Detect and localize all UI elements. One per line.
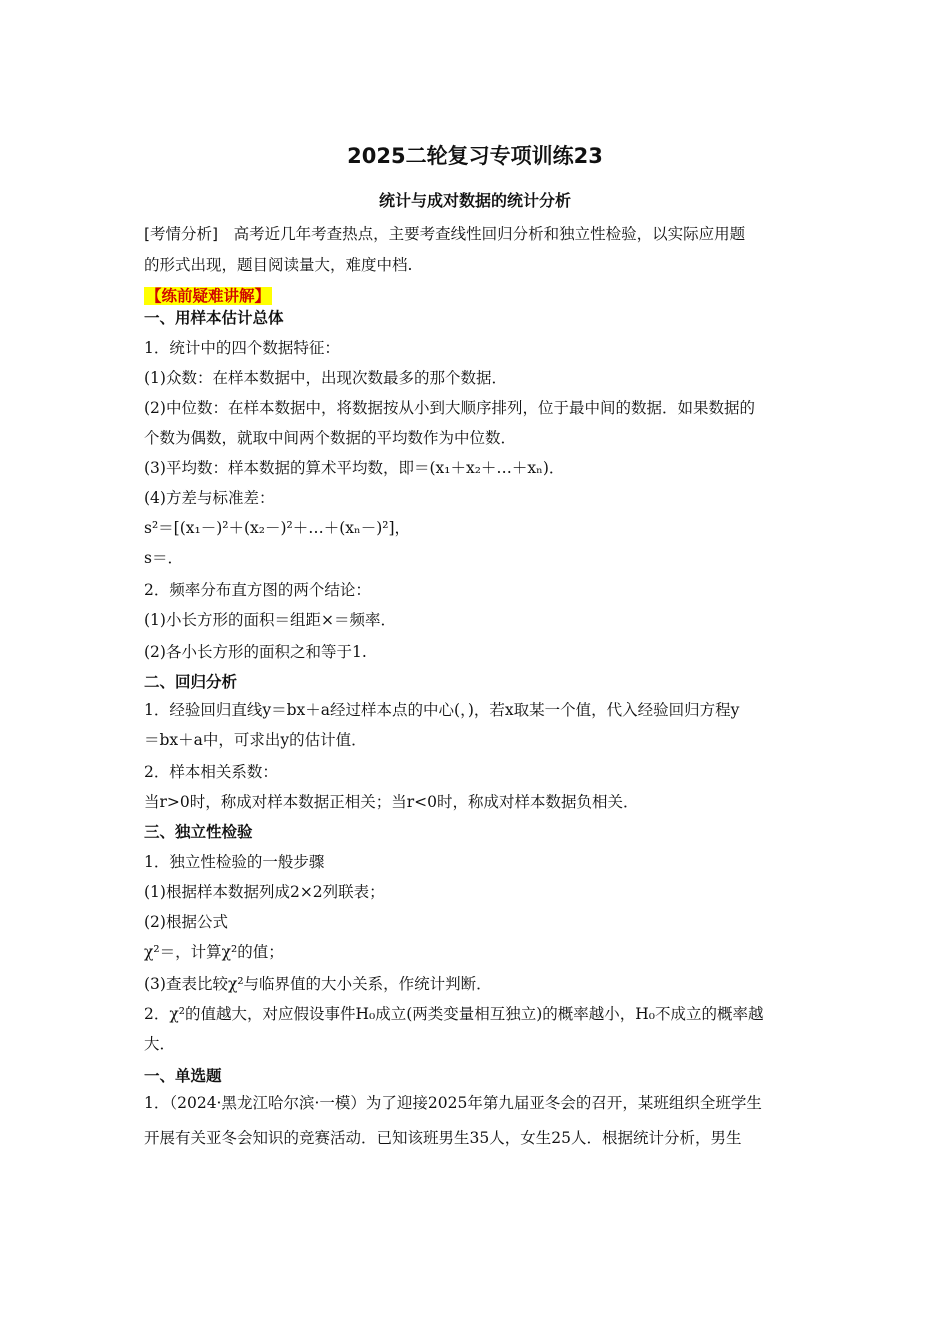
- text-line: (1)小长方形的面积＝组距×＝频率．: [144, 611, 396, 629]
- text-line: (3)平均数：样本数据的算术平均数，即＝(x₁＋x₂＋…＋xₙ)．: [144, 459, 565, 477]
- text-line: (1)众数：在样本数据中，出现次数最多的那个数据．: [144, 369, 507, 387]
- intro-text-1: 高考近几年考查热点，主要考查线性回归分析和独立性检验，以实际应用题: [218, 225, 746, 243]
- text-line: 2．样本相关系数：: [144, 763, 278, 781]
- section-heading-2: 二、回归分析: [144, 673, 238, 691]
- highlight-heading: 【练前疑难讲解】: [146, 287, 271, 305]
- section-heading-4: 一、单选题: [144, 1067, 222, 1085]
- text-line: 2．频率分布直方图的两个结论：: [144, 581, 371, 599]
- page-title: 2025二轮复习专项训练23: [347, 144, 603, 168]
- text-line: (4)方差与标准差：: [144, 489, 275, 507]
- formula-line: s²＝[(x₁－)²＋(x₂－)²＋…＋(xₙ－)²]，: [144, 519, 411, 537]
- text-line: 1．经验回归直线y＝bx＋a经过样本点的中心(，)，若x取某一个值，代入经验回归方程y: [144, 701, 740, 719]
- intro-line-1: [144, 224, 745, 244]
- text-line: 当r>0时，称成对样本数据正相关；当r<0时，称成对样本数据负相关．: [144, 793, 639, 811]
- intro-line-2: 的形式出现，题目阅读量大，难度中档.: [144, 256, 413, 274]
- section-heading-1: 一、用样本估计总体: [144, 309, 284, 327]
- text-line: (2)根据公式: [144, 913, 228, 931]
- text-line: ＝bx＋a中，可求出y的估计值．: [144, 731, 367, 749]
- text-line: (2)中位数：在样本数据中，将数据按从小到大顺序排列，位于最中间的数据．如果数据的: [144, 399, 755, 417]
- intro-label: [考情分析]: [144, 225, 219, 243]
- formula-line: s＝．: [144, 549, 183, 567]
- page-subtitle: 统计与成对数据的统计分析: [378, 191, 571, 210]
- text-line: 1．独立性检验的一般步骤: [144, 853, 325, 871]
- text-line: 大．: [144, 1035, 176, 1053]
- section-heading-3: 三、独立性检验: [144, 823, 253, 841]
- text-line: (1)根据样本数据列成2×2列联表；: [144, 883, 385, 901]
- text-line: (3)查表比较χ²与临界值的大小关系，作统计判断．: [144, 975, 492, 993]
- question-line: 1．（2024·黑龙江哈尔滨·一模）为了迎接2025年第九届亚冬会的召开，某班组织全班学生: [144, 1094, 762, 1112]
- formula-line: χ²＝，计算χ²的值；: [144, 943, 284, 961]
- text-line: 1．统计中的四个数据特征：: [144, 339, 340, 357]
- text-line: 个数为偶数，就取中间两个数据的平均数作为中位数．: [144, 429, 517, 447]
- text-line: (2)各小长方形的面积之和等于1.: [144, 643, 367, 661]
- text-line: 2．χ²的值越大，对应假设事件H₀成立(两类变量相互独立)的概率越小，H₀不成立的概率越: [144, 1005, 764, 1023]
- highlight-heading-line: [144, 286, 272, 306]
- question-line: 开展有关亚冬会知识的竞赛活动．已知该班男生35人，女生25人．根据统计分析，男生: [144, 1129, 742, 1147]
